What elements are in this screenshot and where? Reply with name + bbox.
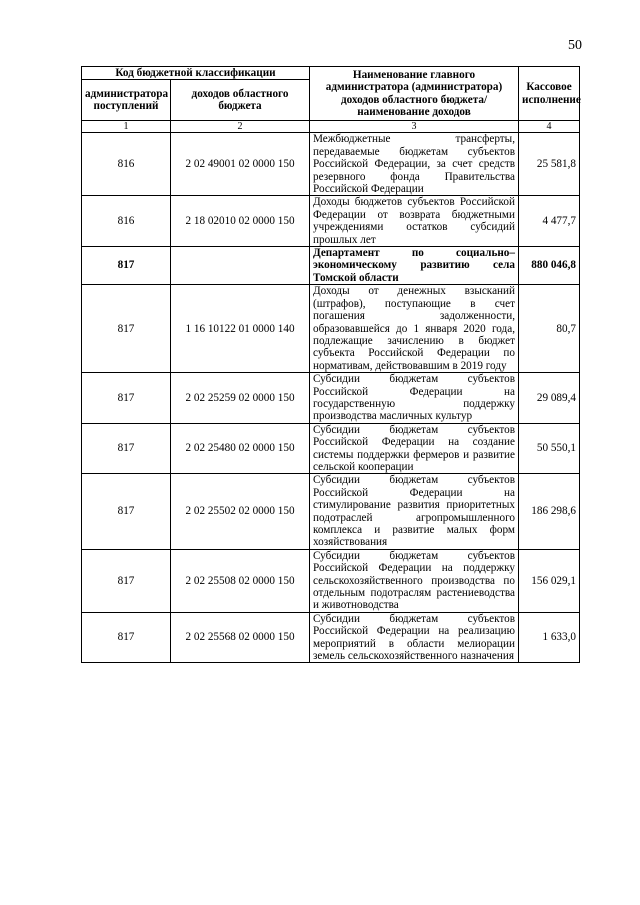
income-code-cell: 2 02 25508 02 0000 150: [171, 549, 310, 612]
admin-code-cell: 816: [82, 133, 171, 196]
income-code-cell: 2 02 25480 02 0000 150: [171, 423, 310, 474]
header-budget-classification: Код бюджетной классификации: [82, 67, 310, 80]
income-code-cell: 1 16 10122 01 0000 140: [171, 285, 310, 373]
amount-cell: 25 581,8: [519, 133, 580, 196]
admin-code-cell: 817: [82, 612, 171, 663]
income-name-cell: Субсидии бюджетам субъектов Российской Федерации на поддержку сельскохозяйственного производства по отдельным подотраслям растениеводства и животноводства: [310, 549, 519, 612]
amount-cell: 80,7: [519, 285, 580, 373]
income-name-cell: Доходы бюджетов субъектов Российской Федерации от возврата бюджетными учреждениями остатков субсидий прошлых лет: [310, 196, 519, 247]
income-name-cell: Субсидии бюджетам субъектов Российской Федерации на стимулирование развития приоритетных подотраслей агропромышленного комплекса и развитие малых форм хозяйствования: [310, 474, 519, 549]
column-number: 4: [519, 121, 580, 133]
header-income-code: доходов областного бюджета: [171, 80, 310, 121]
table-row: [82, 549, 580, 612]
income-name-cell: Доходы от денежных взысканий (штрафов), поступающие в счет погашения задолженности, образовавшейся до 1 января 2020 года, подлежащие зачислению в бюджет субъекта Российской Федерации по нормативам, действовавшим в 2019 году: [310, 285, 519, 373]
income-code-cell: 2 02 25259 02 0000 150: [171, 373, 310, 424]
table-row: [82, 373, 580, 424]
amount-cell: 880 046,8: [519, 247, 580, 285]
admin-code-cell: 817: [82, 549, 171, 612]
header-admin: администратора поступлений: [82, 80, 171, 121]
table-row: [82, 285, 580, 373]
amount-cell: 29 089,4: [519, 373, 580, 424]
column-number: 3: [310, 121, 519, 133]
amount-cell: 1 633,0: [519, 612, 580, 663]
income-name-cell: Департамент по социально–экономическому развитию села Томской области: [310, 247, 519, 285]
table-row: [82, 133, 580, 196]
amount-cell: 156 029,1: [519, 549, 580, 612]
income-name-cell: Субсидии бюджетам субъектов Российской Федерации на государственную поддержку производства масличных культур: [310, 373, 519, 424]
page-number: 50: [568, 38, 582, 53]
income-name-cell: Межбюджетные трансферты, передаваемые бюджетам субъектов Российской Федерации, за счет средств резервного фонда Правительства Российской Федерации: [310, 133, 519, 196]
table-row: [82, 196, 580, 247]
budget-revenue-table: [81, 66, 580, 663]
income-code-cell: [171, 247, 310, 285]
column-number: 2: [171, 121, 310, 133]
column-number: 1: [82, 121, 171, 133]
amount-cell: 186 298,6: [519, 474, 580, 549]
income-code-cell: 2 02 25568 02 0000 150: [171, 612, 310, 663]
table-row: [82, 423, 580, 474]
admin-code-cell: 817: [82, 474, 171, 549]
header-name: Наименование главного администратора (администратора) доходов областного бюджета/ наименование доходов: [310, 67, 519, 121]
admin-code-cell: 817: [82, 285, 171, 373]
admin-code-cell: 817: [82, 247, 171, 285]
department-row: [82, 247, 580, 285]
header-sum: Кассовое исполнение: [519, 67, 580, 121]
admin-code-cell: 816: [82, 196, 171, 247]
amount-cell: 4 477,7: [519, 196, 580, 247]
income-name-cell: Субсидии бюджетам субъектов Российской Федерации на реализацию мероприятий в области мелиорации земель сельскохозяйственного назначения: [310, 612, 519, 663]
table-row: [82, 474, 580, 549]
admin-code-cell: 817: [82, 423, 171, 474]
table-row: [82, 612, 580, 663]
income-code-cell: 2 18 02010 02 0000 150: [171, 196, 310, 247]
income-name-cell: Субсидии бюджетам субъектов Российской Федерации на создание системы поддержки фермеров и развитие сельской кооперации: [310, 423, 519, 474]
income-code-cell: 2 02 25502 02 0000 150: [171, 474, 310, 549]
admin-code-cell: 817: [82, 373, 171, 424]
amount-cell: 50 550,1: [519, 423, 580, 474]
income-code-cell: 2 02 49001 02 0000 150: [171, 133, 310, 196]
